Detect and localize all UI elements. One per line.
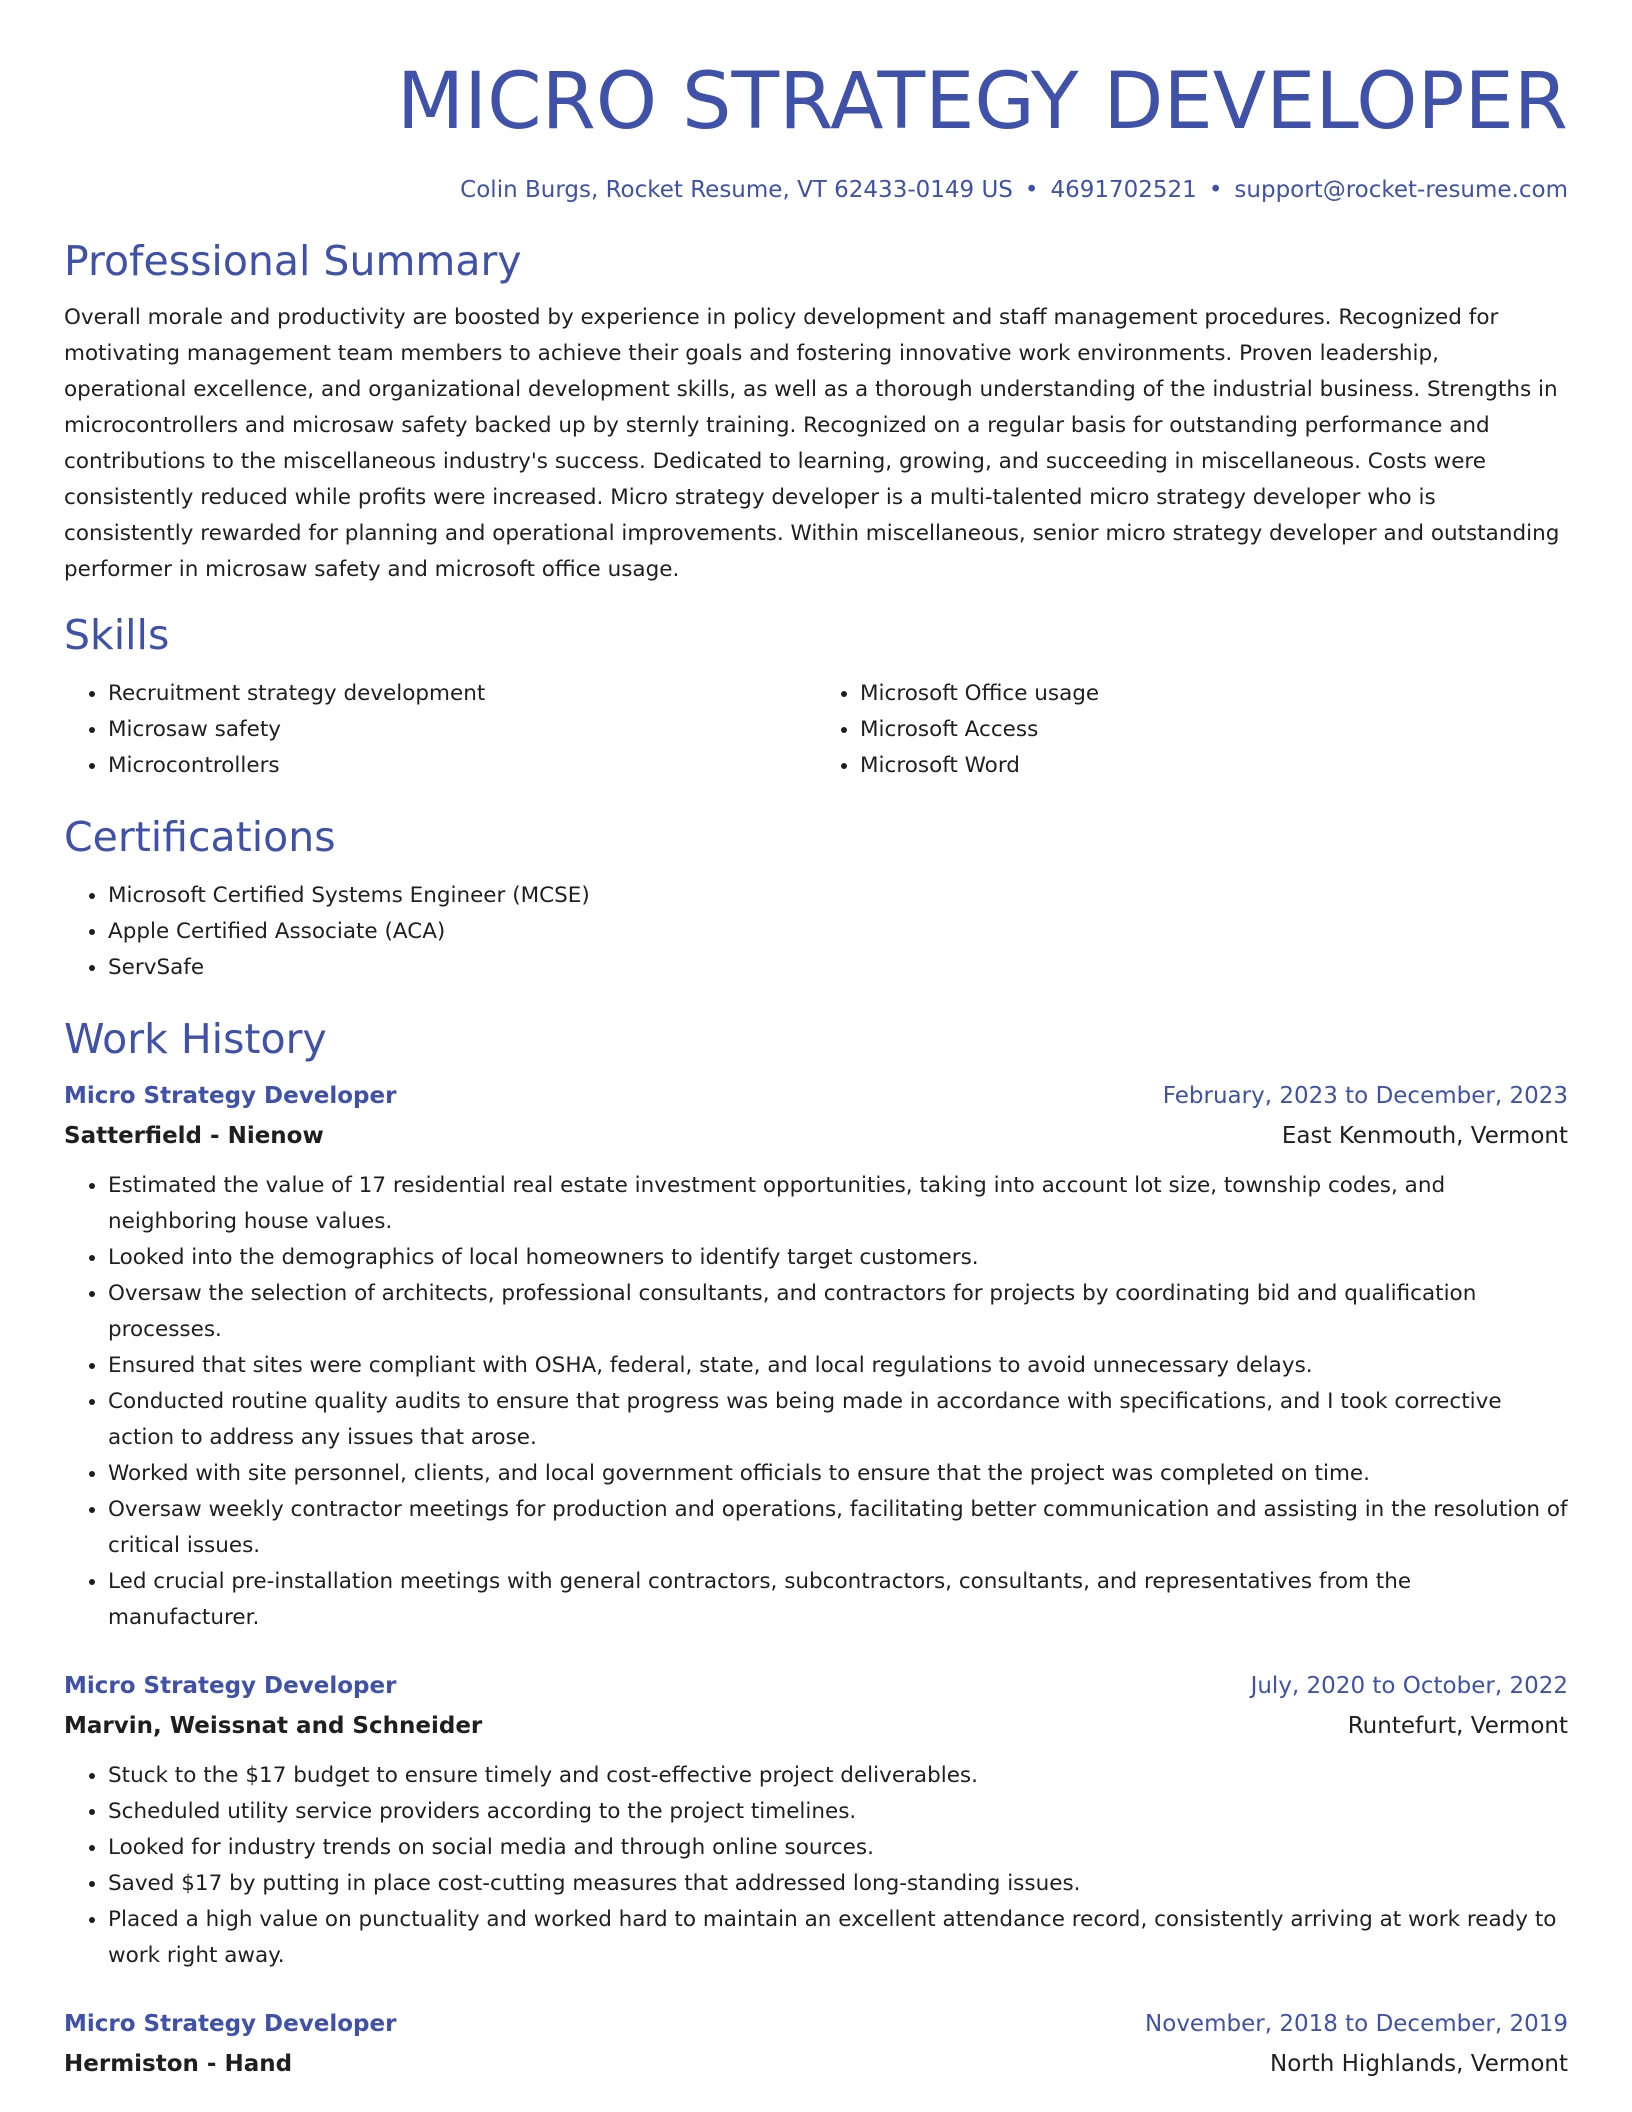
job-bullet: • Oversaw the selection of architects, professional consultants, and contractors for projects by coordinating bid and qualification processes. xyxy=(108,1276,1568,1348)
job-bullet: • Looked for industry trends on social media and through online sources. xyxy=(108,1830,1568,1866)
work-history-section xyxy=(64,1012,1568,2084)
job-bullet: • Scheduled utility service providers according to the project timelines. xyxy=(108,1794,1568,1830)
job-bullet: • Saved $17 by putting in place cost-cutting measures that addressed long-standing issues. xyxy=(108,1866,1568,1902)
certifications-list xyxy=(64,878,1568,986)
job-company-row xyxy=(64,1706,1568,1746)
skill-item: • Recruitment strategy development xyxy=(108,676,816,712)
skill-item: • Microsoft Word xyxy=(860,748,1568,784)
job-header-row xyxy=(64,1666,1568,1706)
job-bullet: • Conducted routine quality audits to ensure that progress was being made in accordance with specifications, and I took corrective action to address any issues that arose. xyxy=(108,1384,1568,1456)
job-company-row xyxy=(64,1116,1568,1156)
job-bullet: • Ensured that sites were compliant with OSHA, federal, state, and local regulations to avoid unnecessary delays. xyxy=(108,1348,1568,1384)
job-bullet: • Worked with site personnel, clients, and local government officials to ensure that the project was completed on time. xyxy=(108,1456,1568,1492)
contact-phone: 4691702521 xyxy=(1050,177,1197,203)
job-dates: February, 2023 to December, 2023 xyxy=(1162,1083,1568,1109)
contact-line xyxy=(64,174,1568,206)
skills-list-left xyxy=(64,676,816,784)
certifications-section xyxy=(64,810,1568,986)
job-title: Micro Strategy Developer xyxy=(64,1083,397,1109)
resume-page xyxy=(64,0,1568,2084)
skill-item: • Microsoft Office usage xyxy=(860,676,1568,712)
resume-title: MICRO STRATEGY DEVELOPER xyxy=(396,57,1568,147)
job-company: Hermiston - Hand xyxy=(64,2051,293,2077)
contact-email[interactable]: support@rocket-resume.com xyxy=(1234,177,1568,203)
skills-grid xyxy=(64,676,1568,784)
job-bullets xyxy=(64,1168,1568,1636)
job-company: Marvin, Weissnat and Schneider xyxy=(64,1713,483,1739)
contact-separator: • xyxy=(1024,177,1039,203)
skill-item: • Microsaw safety xyxy=(108,712,816,748)
skills-heading: Skills xyxy=(64,611,170,659)
summary-heading: Professional Summary xyxy=(64,237,522,285)
certification-item: • ServSafe xyxy=(108,950,1568,986)
contact-address: Colin Burgs, Rocket Resume, VT 62433-0149 US xyxy=(460,177,1013,203)
job-location: East Kenmouth, Vermont xyxy=(1281,1123,1568,1149)
job-bullet: • Stuck to the $17 budget to ensure timely and cost-effective project deliverables. xyxy=(108,1758,1568,1794)
summary-section xyxy=(64,234,1568,588)
job-location: Runtefurt, Vermont xyxy=(1347,1713,1568,1739)
contact-separator: • xyxy=(1208,177,1223,203)
job-title: Micro Strategy Developer xyxy=(64,2011,397,2037)
summary-text: Overall morale and productivity are boosted by experience in policy development and staff management procedures. Recognized for motivating management team members to achieve their goals and fostering innovative work environments. Proven leadership, operational excellence, and organizational development skills, as well as a thorough understanding of the industrial business. Strengths in microcontrollers and microsaw safety backed up by sternly training. Recognized on a regular basis for outstanding performance and contributions to the miscellaneous industry's success. Dedicated to learning, growing, and succeeding in miscellaneous. Costs were consistently reduced while profits were increased. Micro strategy developer is a multi-talented micro strategy developer who is consistently rewarded for planning and operational improvements. Within miscellaneous, senior micro strategy developer and outstanding performer in microsaw safety and microsoft office usage. xyxy=(64,305,1560,582)
job-header-row xyxy=(64,2004,1568,2044)
certification-item: • Microsoft Certified Systems Engineer (MCSE) xyxy=(108,878,1568,914)
job-dates: July, 2020 to October, 2022 xyxy=(1250,1673,1568,1699)
job-bullet: • Estimated the value of 17 residential real estate investment opportunities, taking into account lot size, township codes, and neighboring house values. xyxy=(108,1168,1568,1240)
job-bullet: • Led crucial pre-installation meetings with general contractors, subcontractors, consultants, and representatives from the manufacturer. xyxy=(108,1564,1568,1636)
job-entry xyxy=(64,1666,1568,1974)
job-header-row xyxy=(64,1076,1568,1116)
skills-list-right xyxy=(816,676,1568,784)
job-bullet: • Looked into the demographics of local homeowners to identify target customers. xyxy=(108,1240,1568,1276)
work-history-heading: Work History xyxy=(64,1015,327,1063)
job-entry xyxy=(64,1076,1568,1636)
skill-item: • Microsoft Access xyxy=(860,712,1568,748)
job-bullet: • Placed a high value on punctuality and worked hard to maintain an excellent attendance record, consistently arriving at work ready to work right away. xyxy=(108,1902,1568,1974)
job-bullets xyxy=(64,1758,1568,1974)
certification-item: • Apple Certified Associate (ACA) xyxy=(108,914,1568,950)
skill-item: • Microcontrollers xyxy=(108,748,816,784)
job-title: Micro Strategy Developer xyxy=(64,1673,397,1699)
job-company: Satterfield - Nienow xyxy=(64,1123,324,1149)
job-location: North Highlands, Vermont xyxy=(1270,2051,1568,2077)
job-bullet: • Oversaw weekly contractor meetings for production and operations, facilitating better communication and assisting in the resolution of critical issues. xyxy=(108,1492,1568,1564)
certifications-heading: Certifications xyxy=(64,813,336,861)
job-dates: November, 2018 to December, 2019 xyxy=(1145,2011,1568,2037)
skills-section xyxy=(64,608,1568,784)
job-company-row xyxy=(64,2044,1568,2084)
job-entry xyxy=(64,2004,1568,2084)
